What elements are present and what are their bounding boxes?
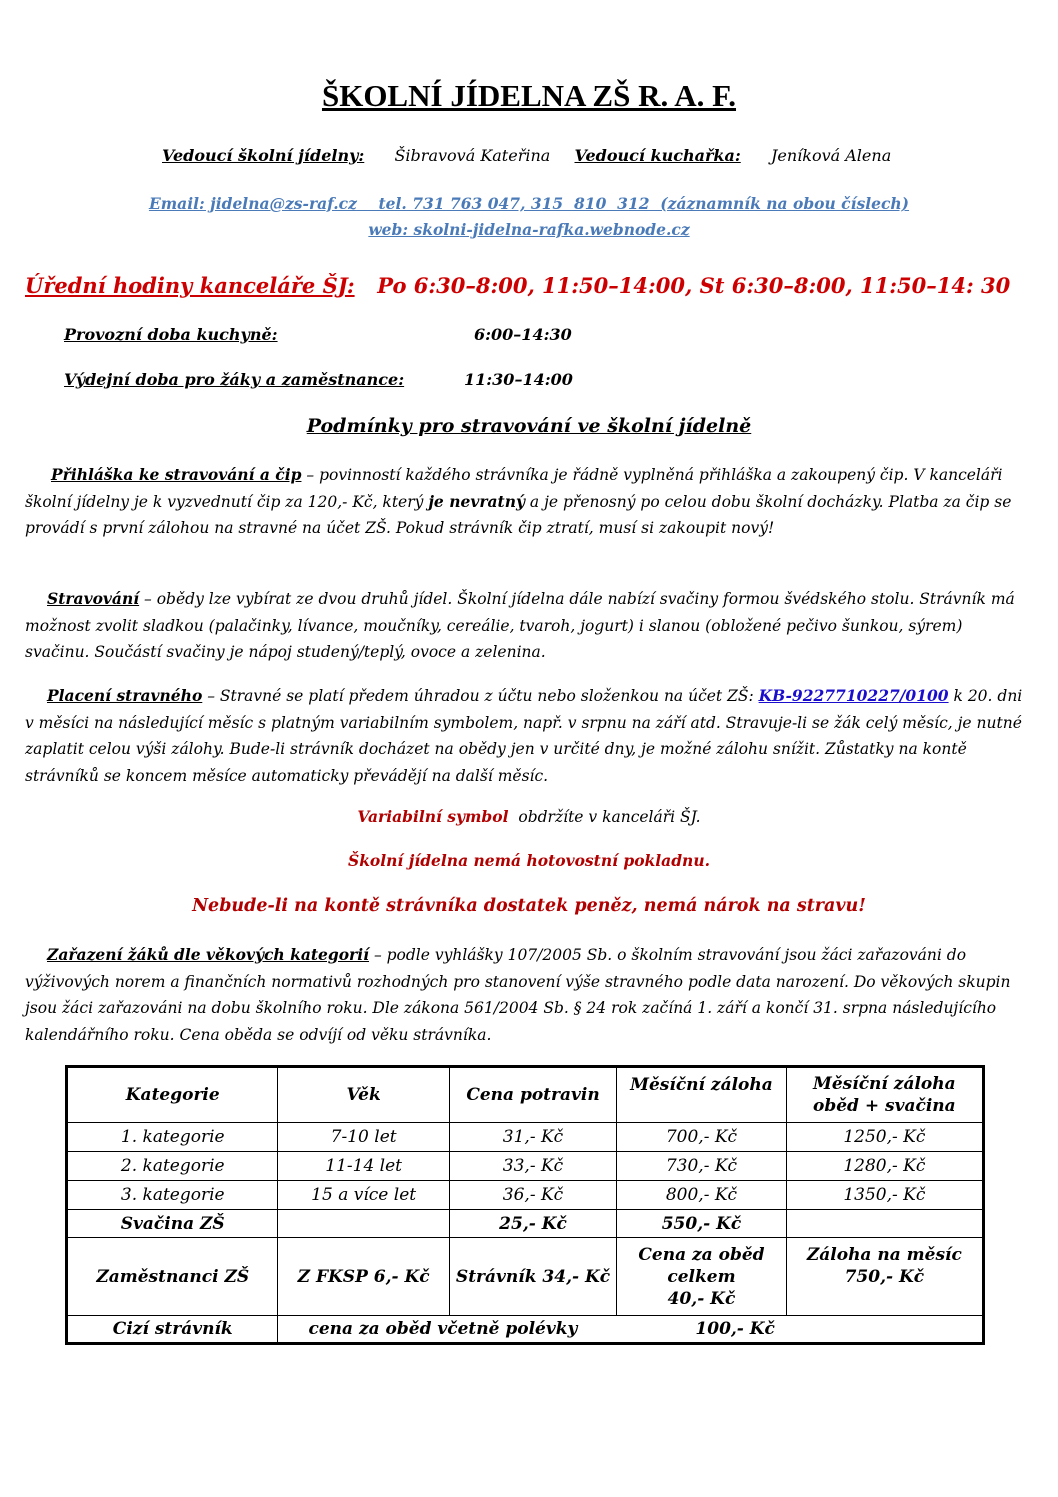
conditions-title: Podmínky pro stravování ve školní jídelně — [306, 415, 752, 437]
serving-hours-label: Výdejní doba pro žáky a zaměstnance: — [64, 370, 405, 389]
table-header-row — [67, 1067, 984, 1123]
header-food-price: Cena potravin — [449, 1067, 616, 1123]
section-categories: Zařazení žáků dle věkových kategorií – podle vyhlášky 107/2005 Sb. o školním stravování jsou žáci zařazováni do výživových norem a finančních normativů rozhodných pro stanovení výše stravného podle data narození. Do věkových skupin jsou žáci zařazováni na dobu školního roku. Dle zákona 561/2004 Sb. § 24 rok začíná 1. září a končí 31. srpna následujícího kalendářního roku. Cena oběda se odvíjí od věku strávníka. — [25, 945, 1011, 1044]
payment-title: Placení stravného — [47, 686, 203, 705]
table-row: 3. kategorie 15 a více let 36,- Kč 800,- Kč 1350,- Kč — [67, 1181, 984, 1210]
contact-email-phone[interactable]: Email: jidelna@zs-raf.cz tel. 731 763 047, 315 810 312 (záznamník na obou číslech) — [148, 194, 910, 213]
non-returnable: je nevratný — [428, 491, 525, 511]
table-row: 1. kategorie 7-10 let 31,- Kč 700,- Kč 1250,- Kč — [67, 1123, 984, 1152]
section-meals: Stravování – obědy lze vybírat ze dvou druhů jídel. Školní jídelna dále nabízí svačiny formou švédského stolu. Strávník má možnost zvolit sladkou (palačinky, lívance, moučníky, cereálie, tvaroh, jogurt) i slanou (obložené pečivo šunkou, sýrem) svačinu. Součástí svačiny je nápoj studený/teplý, ovoce a zelenina. — [25, 589, 1015, 661]
header-monthly-deposit: Měsíční záloha — [617, 1067, 786, 1123]
header-monthly-deposit-snack: Měsíční záloha oběd + svačina — [786, 1067, 983, 1123]
external-diner-row: Cizí strávník cena za oběd včetně polévky 100,- Kč — [67, 1316, 984, 1344]
header-age: Věk — [278, 1067, 449, 1123]
section-payment: Placení stravného – Stravné se platí předem úhradou z účtu nebo složenkou na účet ZŠ: KB-9227710227/0100 k 20. dni v měsíci na následující měsíc s platným variabilním symbolem, např. v srpnu na září atd. Stravuje-li se žák celý měsíc, je nutné zaplatit celou výši zálohy. Bude-li strávník docházet na obědy jen v určité dny, je možné zálohu snížit. Zůstatky na kontě strávníků se koncem měsíce automaticky převádějí na další měsíc. — [25, 686, 1023, 785]
meals-title: Stravování — [47, 589, 140, 608]
head-label: Vedoucí školní jídelny: — [162, 146, 365, 165]
kitchen-hours-label: Provozní doba kuchyně: — [64, 325, 278, 344]
snack-row: Svačina ZŠ 25,- Kč 550,- Kč — [67, 1210, 984, 1238]
staff-row: Zaměstnanci ZŠ Z FKSP 6,- Kč Strávník 34,- Kč Cena za oběd celkem 40,- Kč Záloha na měsíc 750,- Kč — [67, 1238, 984, 1316]
page-title: ŠKOLNÍ JÍDELNA ZŠ R. A. F. — [321, 78, 737, 113]
categories-title: Zařazení žáků dle věkových kategorií — [47, 945, 370, 964]
office-hours-label: Úřední hodiny kanceláře ŠJ: — [25, 273, 355, 298]
bank-account-link[interactable]: KB-9227710227/0100 — [758, 686, 949, 705]
table-row: 2. kategorie 11-14 let 33,- Kč 730,- Kč 1280,- Kč — [67, 1152, 984, 1181]
serving-hours-value: 11:30–14:00 — [464, 370, 573, 389]
variable-symbol-note: Variabilní symbol obdržíte v kanceláři ŠJ. — [357, 807, 701, 826]
cook-name: Jeníková Alena — [770, 146, 892, 165]
no-money-note: Nebude-li na kontě strávníka dostatek peněz, nemá nárok na stravu! — [192, 896, 866, 916]
cook-label: Vedoucí kuchařka: — [574, 146, 741, 165]
header-category: Kategorie — [67, 1067, 278, 1123]
office-hours-value: Po 6:30–8:00, 11:50–14:00, St 6:30–8:00, 11:50–14: 30 — [377, 273, 1011, 298]
price-table — [65, 1065, 985, 1345]
contact-web[interactable]: web: skolni-jidelna-rafka.webnode.cz — [368, 220, 690, 239]
kitchen-hours-value: 6:00–14:30 — [474, 325, 572, 344]
registration-title: Přihláška ke stravování a čip — [51, 465, 302, 484]
head-name: Šibravová Kateřina — [394, 146, 551, 165]
office-hours — [25, 273, 1010, 298]
variable-symbol: Variabilní symbol — [357, 807, 509, 826]
section-registration: Přihláška ke stravování a čip – povinností každého strávníka je řádně vyplněná přihláška a zakoupený čip. V kanceláři školní jídelny je k vyzvednutí čip za 120,- Kč, který je nevratný a je přenosný po celou dobu školní docházky. Platba za čip se provádí s první zálohou na stravné na účet ZŠ. Pokud strávník čip ztratí, musí si zakoupit nový! — [25, 465, 1012, 537]
staff-line — [162, 146, 891, 165]
no-cash-note: Školní jídelna nemá hotovostní pokladnu. — [348, 851, 710, 870]
